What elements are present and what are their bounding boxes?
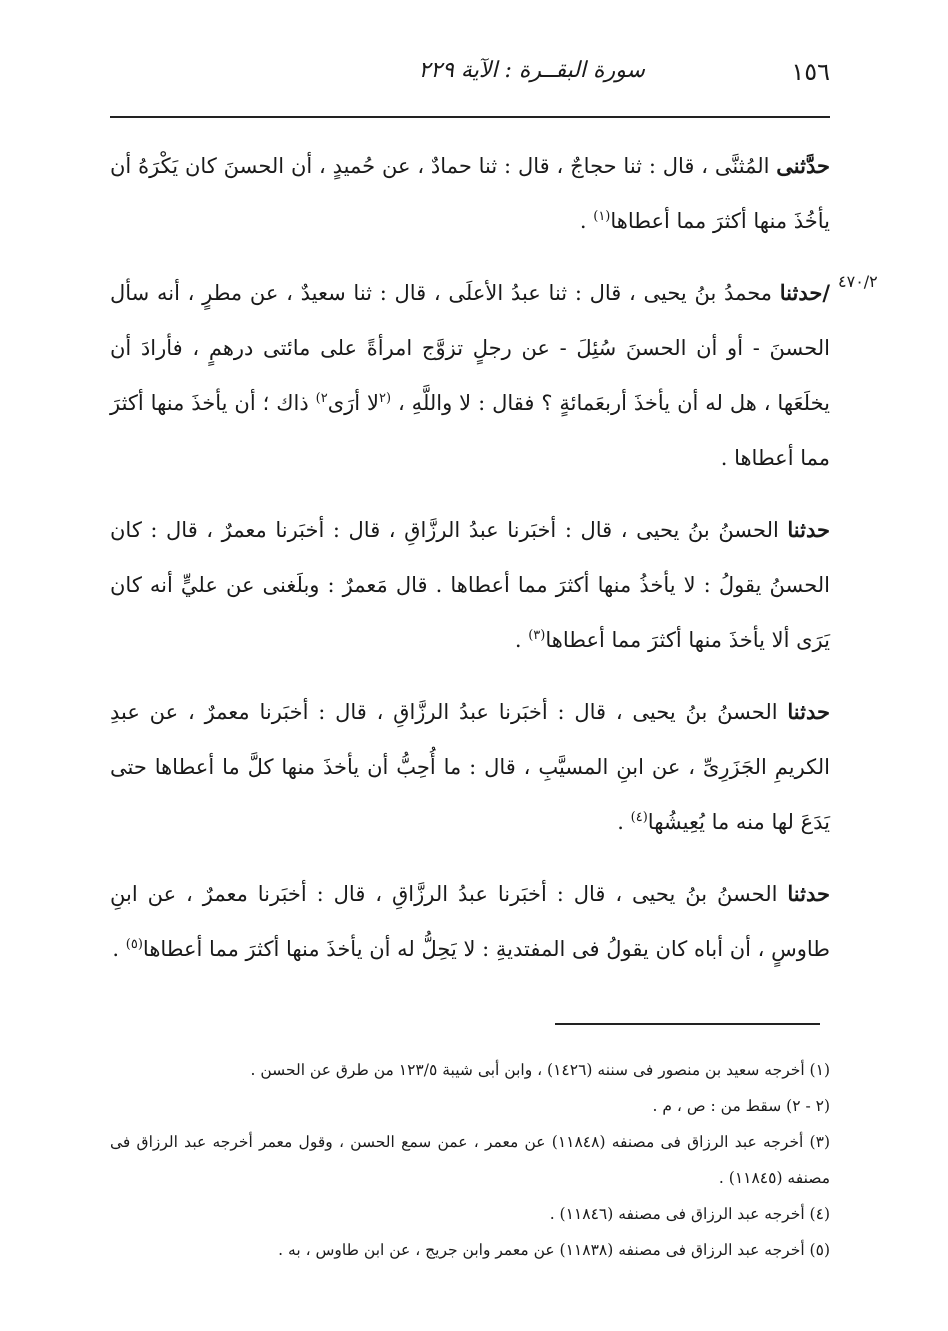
main-text	[110, 138, 830, 977]
footnote-ref: (٤)	[630, 810, 648, 825]
footnote-ref: (٢	[379, 391, 392, 406]
paragraph-text: محمدُ بنُ يحيى ، قال : ثنا عبدُ الأعلَى ، قال : ثنا سعيدٌ ، عن مطرٍ ، أنه سأل الحسنَ - أو أن الحسنَ سُئِلَ - عن رجلٍ تزوَّج امرأةً على مائتى درهمٍ ، فأرادَ أن يخلَعَها ، هل له أن يأخذَ أربعَمائةٍ ؟ فقال : لا واللَّهِ ،	[110, 281, 830, 415]
margin-volume-page-reference: ٤٧٠/٢	[838, 272, 878, 291]
paragraph	[110, 684, 830, 850]
paragraph-text: الحسنُ بنُ يحيى ، قال : أخبَرنا عبدُ الرزَّاقِ ، قال : أخبَرنا معمرٌ ، عن ابنِ طاوسٍ ، أن أباه كان يقولُ فى المفتديةِ : لا يَحِلُّ له أن يأخذَ منها أكثرَ مما أعطاها	[110, 882, 830, 961]
paragraph-text: الحسنُ بنُ يحيى ، قال : أخبَرنا عبدُ الرزَّاقِ ، قال : أخبَرنا معمرٌ ، قال : كان الحسنُ يقولُ : لا يأخذُ منها أكثرَ مما أعطاها . قال مَعمرٌ : وبلَغنى عن عليٍّ أنه كان يَرَى ألا يأخذَ منها أكثرَ مما أعطاها	[110, 518, 830, 652]
paragraph-text: ذاك ؛ أن يأخذَ منها أكثرَ مما أعطاها .	[110, 391, 830, 470]
footnote-divider	[555, 1023, 820, 1025]
footnotes	[110, 1052, 830, 1268]
paragraph-lead-word: حدثنا	[787, 881, 830, 906]
page-number: ١٥٦	[791, 58, 830, 86]
footnote: (١) أخرجه سعيد بن منصور فى سننه (١٤٢٦) ، وابن أبى شيبة ١٢٣/٥ من طرق عن الحسن .	[250, 1061, 830, 1079]
running-title: سورة البقــرة : الآية ٢٢٩	[418, 58, 645, 83]
header-divider	[110, 116, 830, 118]
paragraph-lead-word: /حدثنا	[779, 280, 830, 305]
footnote-ref: (٣)	[528, 628, 546, 643]
paragraph-text: لا أرَى	[327, 391, 379, 415]
paragraph-text: الحسنُ بنُ يحيى ، قال : أخبَرنا عبدُ الرزَّاقِ ، قال : أخبَرنا معمرٌ ، عن عبدِ الكريمِ الجَزَرِىِّ ، عن ابنِ المسيَّبِ ، قال : ما أُحِبُّ أن يأخذَ منها كلَّ ما أعطاها حتى يَدَعَ لها منه ما يُعِيشُها	[110, 700, 830, 834]
paragraph-end: .	[514, 628, 529, 652]
footnote: (٢ - ٢) سقط من : ص ، م .	[652, 1097, 830, 1115]
paragraph	[110, 138, 830, 249]
paragraph-end: .	[617, 810, 631, 834]
footnote-ref: ٢)	[315, 391, 328, 406]
footnote-ref: (٥)	[125, 937, 143, 952]
footnote-ref: (١)	[593, 209, 611, 224]
paragraph-lead-word: حدثنا	[787, 517, 830, 542]
paragraph-lead-word: حدَّثنى	[776, 153, 830, 178]
paragraph	[110, 265, 830, 486]
footnote: (٣) أخرجه عبد الرزاق فى مصنفه (١١٨٤٨) عن معمر ، عمن سمع الحسن ، وقول معمر أخرجه عبد الرزاق فى مصنفه (١١٨٤٥) .	[110, 1133, 830, 1187]
paragraph-lead-word: حدثنا	[787, 699, 830, 724]
footnote: (٤) أخرجه عبد الرزاق فى مصنفه (١١٨٤٦) .	[549, 1205, 830, 1223]
paragraph	[110, 502, 830, 668]
footnote: (٥) أخرجه عبد الرزاق فى مصنفه (١١٨٣٨) عن معمر وابن جريج ، عن ابن طاوس ، به .	[278, 1241, 830, 1259]
paragraph	[110, 866, 830, 977]
paragraph-end: .	[112, 937, 126, 961]
paragraph-end: .	[579, 209, 594, 233]
page-header	[110, 58, 830, 98]
paragraph-text: المُثنَّى ، قال : ثنا حجاجٌ ، قال : ثنا حمادٌ ، عن حُميدٍ ، أن الحسنَ كان يَكْرَهُ أن يأخُذَ منها أكثرَ مما أعطاها	[110, 154, 830, 233]
